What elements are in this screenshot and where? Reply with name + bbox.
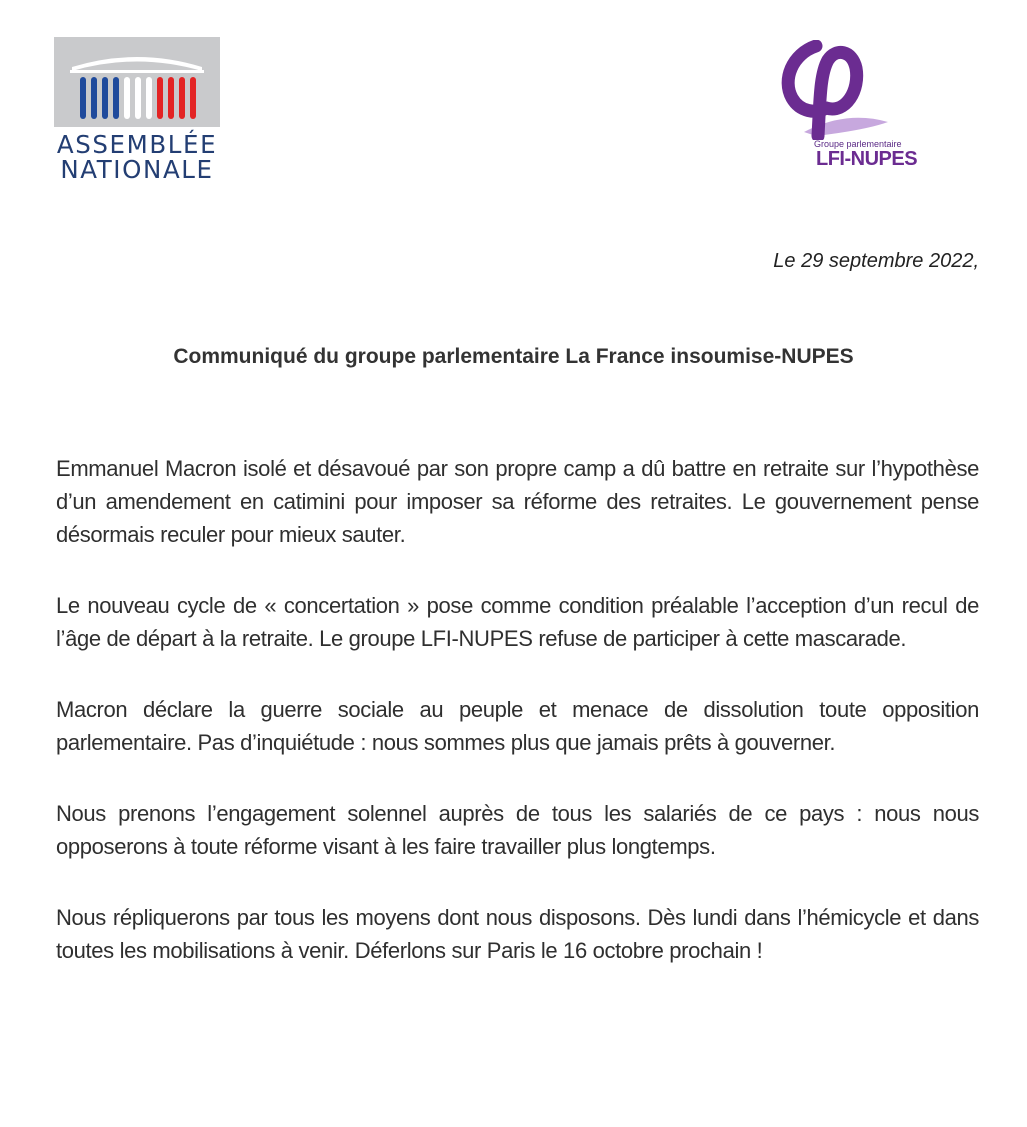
communique-title: Communiqué du groupe parlementaire La France insoumise-NUPES	[173, 345, 854, 368]
paragraph-1: Emmanuel Macron isolé et désavoué par son propre camp a dû battre en retraite sur l’hypothèse d’un amendement en catimini pour imposer sa réforme des retraites. Le gouvernement pense désormais reculer pour mieux sauter.	[56, 456, 979, 547]
paragraph-4: Nous prenons l’engagement solennel auprès de tous les salariés de ce pays : nous nous opposerons à toute réforme visant à les faire travailler plus longtemps.	[56, 801, 979, 859]
lfi-nupes-logo	[776, 40, 926, 180]
communique-body	[56, 452, 979, 1005]
phi-symbol-icon	[776, 40, 926, 140]
assemblee-nationale-logo	[54, 37, 220, 185]
assemblee-logo-line2: NATIONALE	[60, 155, 214, 184]
paragraph-5: Nous répliquerons par tous les moyens dont nous disposons. Dès lundi dans l’hémicycle et dans toutes les mobilisations à venir. Déferlons sur Paris le 16 octobre prochain !	[56, 905, 979, 963]
hemicycle-columns-graphic	[54, 37, 220, 127]
assemblee-logo-line1: ASSEMBLÉE	[56, 130, 218, 159]
paragraph-3: Macron déclare la guerre sociale au peuple et menace de dissolution toute opposition parlementaire. Pas d’inquiétude : nous sommes plus que jamais prêts à gouverner.	[56, 697, 979, 755]
document-date: Le 29 septembre 2022,	[773, 250, 979, 272]
paragraph-2: Le nouveau cycle de « concertation » pose comme condition préalable l’acception d’un recul de l’âge de départ à la retraite. Le groupe LFI-NUPES refuse de participer à cette mascarade.	[56, 593, 979, 651]
lfi-logo-caption: Groupe parlementaire	[814, 139, 902, 149]
lfi-logo-name: LFI-NUPES	[816, 148, 918, 170]
